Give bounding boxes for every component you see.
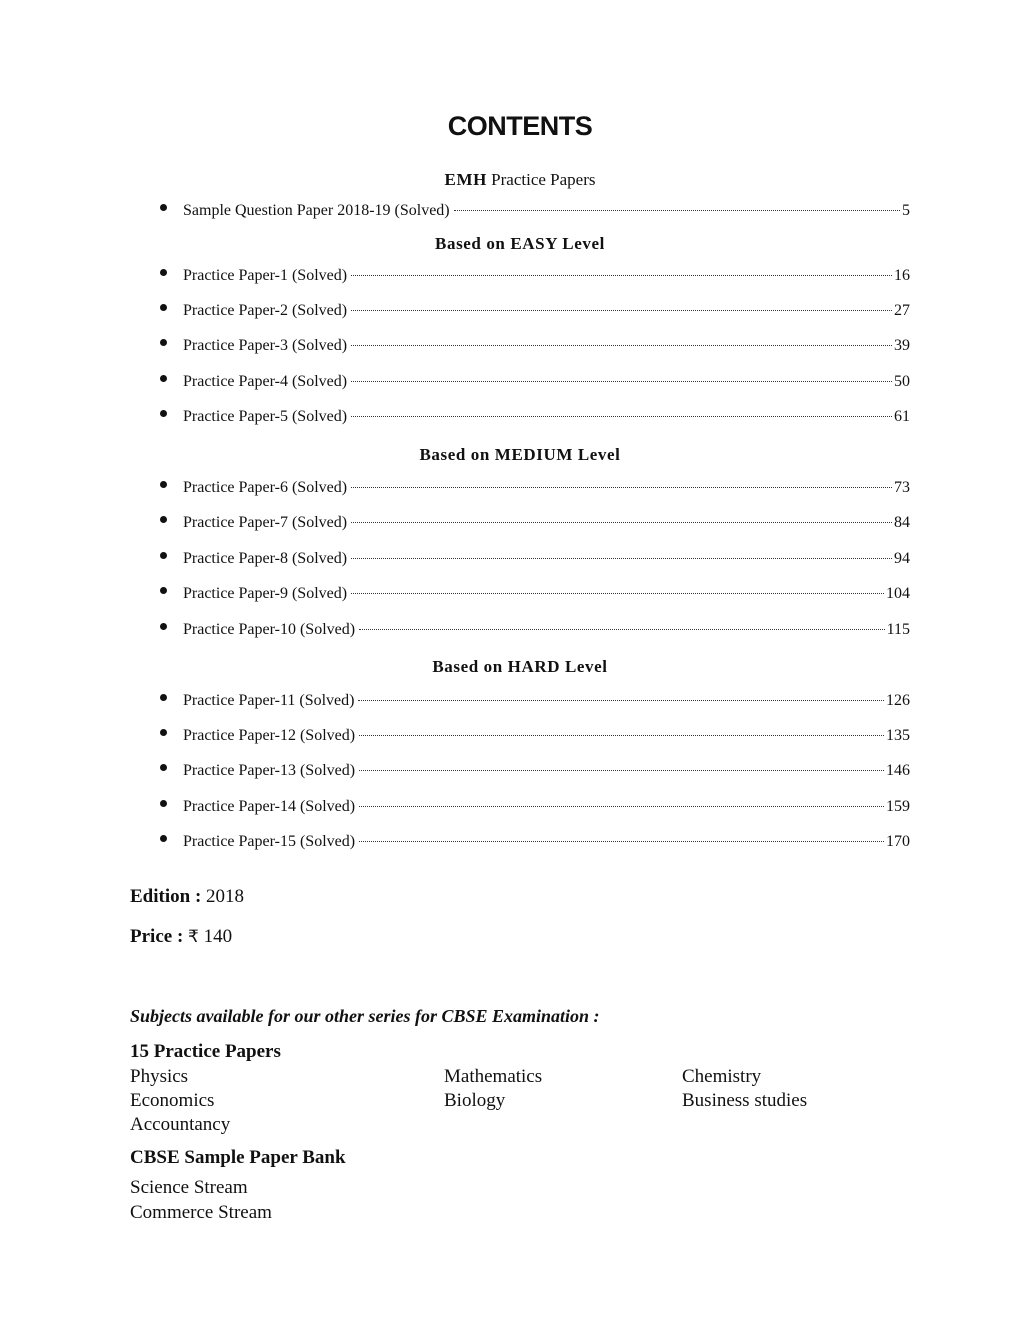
bullet-icon bbox=[160, 764, 167, 771]
dot-leader bbox=[351, 275, 892, 276]
toc-entry[interactable]: Practice Paper-15 (Solved) 170 bbox=[160, 833, 910, 855]
bullet-icon bbox=[160, 516, 167, 523]
bullet-icon bbox=[160, 800, 167, 807]
bullet-icon bbox=[160, 729, 167, 736]
toc-entry[interactable]: Practice Paper-10 (Solved) 115 bbox=[160, 621, 910, 643]
subject-item: Mathematics bbox=[444, 1066, 543, 1087]
dot-leader bbox=[358, 700, 884, 701]
toc-entry[interactable]: Practice Paper-4 (Solved) 50 bbox=[160, 373, 910, 395]
series-title-practice-papers: 15 Practice Papers bbox=[130, 1041, 281, 1062]
dot-leader bbox=[359, 770, 884, 771]
bullet-icon bbox=[160, 481, 167, 488]
subjects-note: Subjects available for our other series for CBSE Examination : bbox=[130, 1006, 600, 1026]
contents-title: CONTENTS bbox=[447, 111, 593, 141]
dot-leader bbox=[359, 735, 884, 736]
toc-entry[interactable]: Practice Paper-2 (Solved) 27 bbox=[160, 302, 910, 324]
toc-entry[interactable]: Practice Paper-1 (Solved) 16 bbox=[160, 267, 910, 289]
toc-entry[interactable]: Practice Paper-12 (Solved) 135 bbox=[160, 727, 910, 749]
dot-leader bbox=[351, 416, 892, 417]
subject-item: Commerce Stream bbox=[130, 1202, 272, 1223]
bullet-icon bbox=[160, 623, 167, 630]
dot-leader bbox=[359, 629, 885, 630]
dot-leader bbox=[351, 593, 884, 594]
section-heading-easy: Based on EASY Level bbox=[435, 234, 605, 253]
section-heading-medium: Based on MEDIUM Level bbox=[419, 445, 621, 464]
subject-item: Accountancy bbox=[130, 1114, 231, 1135]
series-title-sample-paper-bank: CBSE Sample Paper Bank bbox=[130, 1147, 346, 1168]
toc-entry[interactable]: Practice Paper-5 (Solved) 61 bbox=[160, 408, 910, 430]
toc-entry[interactable]: Practice Paper-8 (Solved) 94 bbox=[160, 550, 910, 572]
toc-entry[interactable]: Practice Paper-6 (Solved) 73 bbox=[160, 479, 910, 501]
section-heading-hard: Based on HARD Level bbox=[432, 657, 608, 676]
subject-item: Science Stream bbox=[130, 1177, 248, 1198]
bullet-icon bbox=[160, 552, 167, 559]
price-line: Price : ₹ 140 bbox=[130, 926, 233, 947]
dot-leader bbox=[359, 841, 884, 842]
bullet-icon bbox=[160, 304, 167, 311]
dot-leader bbox=[359, 806, 884, 807]
toc-entry[interactable]: Practice Paper-3 (Solved) 39 bbox=[160, 337, 910, 359]
section-heading-emh: EMH Practice Papers bbox=[444, 170, 596, 189]
bullet-icon bbox=[160, 339, 167, 346]
bullet-icon bbox=[160, 587, 167, 594]
subject-item: Biology bbox=[444, 1090, 506, 1111]
subject-item: Chemistry bbox=[682, 1066, 762, 1087]
toc-entry[interactable]: Practice Paper-7 (Solved) 84 bbox=[160, 514, 910, 536]
toc-entry[interactable]: Practice Paper-11 (Solved) 126 bbox=[160, 692, 910, 714]
toc-entry[interactable]: Practice Paper-14 (Solved) 159 bbox=[160, 798, 910, 820]
dot-leader bbox=[351, 487, 892, 488]
dot-leader bbox=[351, 310, 892, 311]
dot-leader bbox=[351, 522, 892, 523]
bullet-icon bbox=[160, 694, 167, 701]
bullet-icon bbox=[160, 375, 167, 382]
dot-leader bbox=[351, 381, 892, 382]
bullet-icon bbox=[160, 269, 167, 276]
toc-entry[interactable]: Practice Paper-13 (Solved) 146 bbox=[160, 762, 910, 784]
subject-item: Physics bbox=[130, 1066, 189, 1087]
rupee-icon: ₹ bbox=[188, 927, 199, 947]
edition-line: Edition : 2018 bbox=[130, 886, 245, 907]
toc-entry[interactable]: Sample Question Paper 2018-19 (Solved) 5 bbox=[160, 202, 910, 224]
bullet-icon bbox=[160, 204, 167, 211]
dot-leader bbox=[351, 345, 892, 346]
dot-leader bbox=[351, 558, 892, 559]
subject-item: Economics bbox=[130, 1090, 215, 1111]
subject-item: Business studies bbox=[682, 1090, 808, 1111]
bullet-icon bbox=[160, 835, 167, 842]
toc-entry[interactable]: Practice Paper-9 (Solved) 104 bbox=[160, 585, 910, 607]
dot-leader bbox=[454, 210, 900, 211]
bullet-icon bbox=[160, 410, 167, 417]
